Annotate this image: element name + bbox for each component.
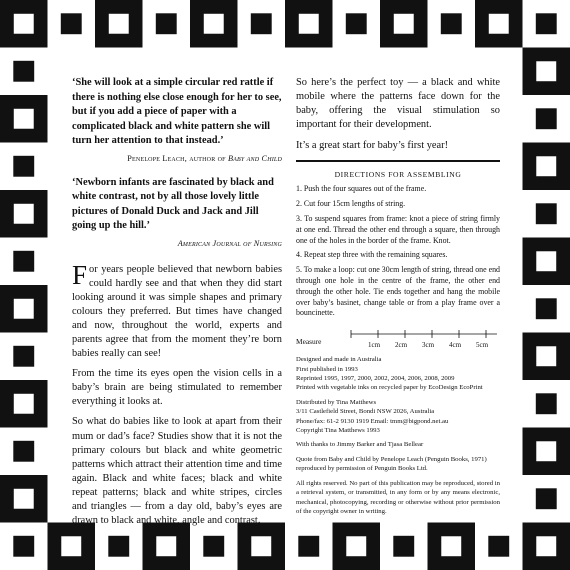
border-inner-square — [393, 536, 414, 557]
drop-cap: F — [72, 259, 88, 290]
border-inner-square — [14, 394, 34, 414]
ruler-tick-label: 4cm — [448, 341, 462, 350]
border-inner-square — [251, 13, 272, 34]
publishing-line: First published in 1993 — [296, 365, 358, 373]
border-inner-square — [536, 298, 557, 319]
border-inner-square — [299, 14, 319, 34]
measuring-ruler — [296, 325, 500, 349]
border-inner-square — [14, 299, 34, 319]
publishing-line: Reprinted 1995, 1997, 2000, 2002, 2004, 2006, 2008, 2009 — [296, 375, 455, 383]
distribution-line: Distributed by Tina Matthews — [296, 398, 377, 406]
border-inner-square — [489, 14, 509, 34]
intro-tagline: It’s a great start for baby’s first year! — [296, 140, 449, 152]
body-paragraph-text: or years people believed that newborn babies could hardly see and that when they did start looking around it was simple shapes and primary colours they preferred. But times have changed and now, throughout the world, experts and parents agree that from the moment they’re born babies really can see! — [72, 263, 282, 360]
right-column — [296, 76, 500, 521]
quote-leach-attribution — [72, 154, 282, 164]
border-inner-square — [441, 536, 461, 556]
border-inner-square — [203, 536, 224, 557]
distribution-line: 3/11 Castlefield Street, Bondi NSW 2026, Australia — [296, 408, 435, 416]
border-inner-square — [251, 536, 271, 556]
border-inner-square — [536, 13, 557, 34]
border-inner-square — [13, 156, 34, 177]
border-inner-square — [14, 204, 34, 224]
border-inner-square — [204, 14, 224, 34]
distribution-line: Copyright Tina Matthews 1993 — [296, 427, 380, 435]
direction-step: 4. Repeat step three with the remaining squares. — [296, 250, 448, 260]
attribution-book: Baby and Child — [227, 153, 282, 163]
border-inner-square — [536, 393, 557, 414]
publishing-info — [296, 355, 500, 393]
section-divider — [296, 160, 500, 162]
distribution-info — [296, 398, 500, 436]
border-inner-square — [536, 488, 557, 509]
border-inner-square — [156, 13, 177, 34]
border-inner-square — [14, 14, 34, 34]
border-inner-square — [13, 536, 34, 557]
ruler-tick-label: 3cm — [421, 341, 435, 350]
attribution-suffix: , author of — [184, 153, 228, 163]
body-text — [72, 259, 282, 529]
publishing-line: Designed and made in Australia — [296, 356, 382, 364]
ruler-graphic — [296, 325, 500, 349]
border-inner-square — [13, 346, 34, 367]
quote-credit: Quote from Baby and Child by Penelope Leach (Penguin Books, 1971) reproduced by permission of Penguin Books Ltd. — [296, 455, 487, 473]
border-inner-square — [108, 536, 129, 557]
body-paragraph — [72, 259, 282, 362]
border-inner-square — [441, 13, 462, 34]
border-inner-square — [488, 536, 509, 557]
border-inner-square — [109, 14, 129, 34]
direction-step: 2. Cut four 15cm lengths of string. — [296, 199, 406, 209]
border-inner-square — [536, 251, 556, 271]
intro-paragraph: So here’s the perfect toy — a black and white mobile where the patterns face down for the baby, offering the visual stimulation so important for their development. — [296, 77, 500, 131]
border-inner-square — [61, 13, 82, 34]
border-inner-square — [536, 61, 556, 81]
body-paragraph: From the time its eyes open the vision cells in a baby’s brain are being stimulated to remember everything it looks at. — [72, 368, 282, 408]
border-inner-square — [536, 536, 556, 556]
border-inner-square — [14, 109, 34, 129]
quote-leach: ‘She will look at a simple circular red rattle if there is nothing else close enough for her to see, but if you add a piece of paper with a complicated black and white pattern she will turn her attention to that instead.’ — [72, 77, 282, 146]
border-inner-square — [536, 346, 556, 366]
body-paragraph: So what do babies like to look at apart from their mum or dad’s face? Studies show that it is not the primary colours but black and white geometric patterns which attract their attention time and time again. Black and white faces; black and white repeat patterns; black and white stripes, circles and triangles — from a day old, baby’s eyes are drawn to black and white, angle and contrast. — [72, 416, 282, 527]
border-inner-square — [394, 14, 414, 34]
thanks-line: With thanks to Jimmy Barker and Tjasa Bellear — [296, 441, 424, 449]
quote-nursing: ‘Newborn infants are fascinated by black and white contrast, not by all those lovely little pictures of Donald Duck and Jack and Jill going up the hill.’ — [72, 176, 274, 231]
directions-heading: DIRECTIONS FOR ASSEMBLING — [334, 170, 462, 180]
publishing-line: Printed with vegetable inks on recycled paper by EcoDesign EcoPrint — [296, 384, 483, 392]
ruler-tick-label: 5cm — [475, 341, 489, 350]
border-inner-square — [536, 203, 557, 224]
border-inner-square — [156, 536, 176, 556]
attribution-author: Penelope Leach — [127, 153, 185, 163]
border-inner-square — [14, 489, 34, 509]
border-inner-square — [536, 441, 556, 461]
ruler-tick-label: 1cm — [367, 341, 381, 350]
direction-step: 5. To make a loop: cut one 30cm length of string, thread one end through one hole in the centre of the frame, the other end through the other hole. Tie ends together and hang the mobile over baby’s basinet, change table or from a play frame over a bouncinette. — [296, 265, 500, 318]
ruler-label: Measure — [296, 337, 322, 347]
distribution-line: Phone/fax: 61-2 9130 1919 Email: tmm@bigpond.net.au — [296, 417, 449, 425]
left-column — [72, 76, 282, 534]
border-inner-square — [536, 156, 556, 176]
direction-step: 3. To suspend squares from frame: knot a piece of string firmly at one end. Thread the other end through a square, then through one of the holes in the border of the frame. Knot. — [296, 214, 500, 245]
border-inner-square — [13, 441, 34, 462]
border-inner-square — [13, 61, 34, 82]
direction-step: 1. Push the four squares out of the frame. — [296, 184, 427, 194]
rights-notice: All rights reserved. No part of this publication may be reproduced, stored in a retrieval system, or transmitted, in any form or by any means electronic, mechanical, photocopying, recording or otherwise without prior permission of the copyright owner in writing. — [296, 479, 500, 515]
border-inner-square — [346, 13, 367, 34]
border-inner-square — [298, 536, 319, 557]
attribution-journal: American Journal of Nursing — [177, 238, 282, 248]
ruler-tick-label: 2cm — [394, 341, 408, 350]
border-inner-square — [61, 536, 81, 556]
border-inner-square — [346, 536, 366, 556]
ruler-ticks — [351, 330, 489, 349]
border-inner-square — [13, 251, 34, 272]
quote-nursing-attribution — [72, 239, 282, 249]
border-inner-square — [536, 108, 557, 129]
